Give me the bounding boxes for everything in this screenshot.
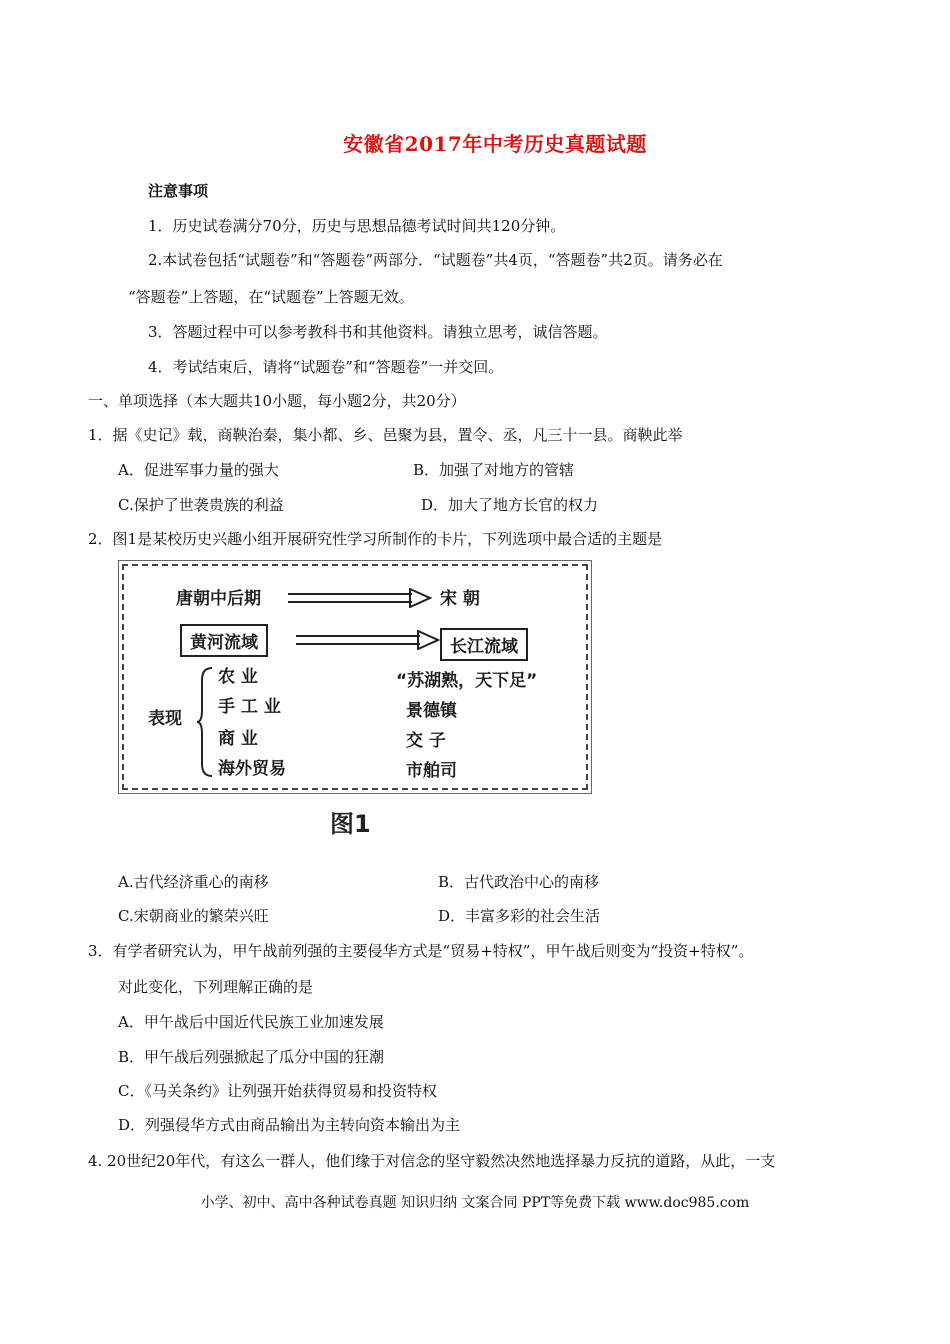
page-footer: 小学、初中、高中各种试卷真题 知识归纳 文案合同 PPT等免费下载 www.doc985.com <box>200 1195 750 1211</box>
question-stem: 1．据《史记》载，商鞅治秦，集小都、乡、邑聚为县，置令、丞，凡三十一县。商鞅此举 <box>88 426 683 444</box>
option-d: D．加大了地方长官的权力 <box>421 496 599 514</box>
question-stem: 2．图1是某校历史兴趣小组开展研究性学习所制作的卡片，下列选项中最合适的主题是 <box>88 530 663 548</box>
option-b: B．加强了对地方的管辖 <box>413 461 575 479</box>
option-a: A.古代经济重心的南移 <box>118 873 269 891</box>
option-c: C.保护了世袭贵族的利益 <box>118 496 284 514</box>
question-stem: 4. 20世纪20年代，有这么一群人，他们缘于对信念的坚守毅然决然地选择暴力反抗的道路，从此，一支 <box>88 1152 776 1170</box>
figure-aspect-label: 表现 <box>148 709 182 729</box>
brace-icon <box>196 666 214 778</box>
option-b: B．古代政治中心的南移 <box>438 873 600 891</box>
note-item: 1．历史试卷满分70分，历史与思想品德考试时间共120分钟。 <box>148 217 566 235</box>
figure-aspect: 海外贸易 <box>218 759 286 779</box>
figure-example: 景德镇 <box>406 701 457 721</box>
option-a: A．甲午战后中国近代民族工业加速发展 <box>118 1013 384 1031</box>
note-item: 4．考试结束后，请将“试题卷”和“答题卷”一并交回。 <box>148 358 504 376</box>
option-b: B．甲午战后列强掀起了瓜分中国的狂潮 <box>118 1048 385 1066</box>
option-d: D．列强侵华方式由商品输出为主转向资本输出为主 <box>118 1116 461 1134</box>
figure-1 <box>118 562 592 837</box>
figure-from-period: 唐朝中后期 <box>176 589 261 609</box>
option-c: C．《马关条约》让列强开始获得贸易和投资特权 <box>118 1082 437 1100</box>
figure-example: 市舶司 <box>406 761 457 781</box>
figure-example: 交 子 <box>406 731 446 751</box>
option-a: A．促进军事力量的强大 <box>118 461 279 479</box>
question-stem-cont: 对此变化，下列理解正确的是 <box>118 978 314 996</box>
arrow-right-icon <box>286 588 432 608</box>
option-d: D．丰富多彩的社会生活 <box>438 907 601 925</box>
figure-to-period: 宋 朝 <box>440 589 480 609</box>
figure-caption: 图1 <box>330 810 371 838</box>
notes-heading: 注意事项 <box>148 182 209 200</box>
figure-aspect: 手 工 业 <box>218 697 281 717</box>
figure-from-region: 黄河流域 <box>180 624 268 657</box>
figure-example: “苏湖熟，天下足” <box>396 671 538 691</box>
arrow-right-icon <box>294 630 440 650</box>
figure-aspect: 商 业 <box>218 729 258 749</box>
note-item: 2.本试卷包括“试题卷”和“答题卷”两部分．“试题卷”共4页，“答题卷”共2页。请务必在 <box>148 251 723 269</box>
figure-aspect: 农 业 <box>218 667 258 687</box>
section-heading: 一、单项选择（本大题共10小题，每小题2分，共20分） <box>88 392 466 410</box>
option-c: C.宋朝商业的繁荣兴旺 <box>118 907 269 925</box>
question-stem: 3．有学者研究认为，甲午战前列强的主要侵华方式是“贸易+特权”，甲午战后则变为“投资+特权”。 <box>88 942 754 960</box>
note-item: 3．答题过程中可以参考教科书和其他资料。请独立思考，诚信答题。 <box>148 323 608 341</box>
figure-to-region: 长江流域 <box>440 628 528 661</box>
page-title: 安徽省2017年中考历史真题试题 <box>343 132 647 156</box>
note-item: “答题卷”上答题，在“试题卷”上答题无效。 <box>128 288 414 306</box>
